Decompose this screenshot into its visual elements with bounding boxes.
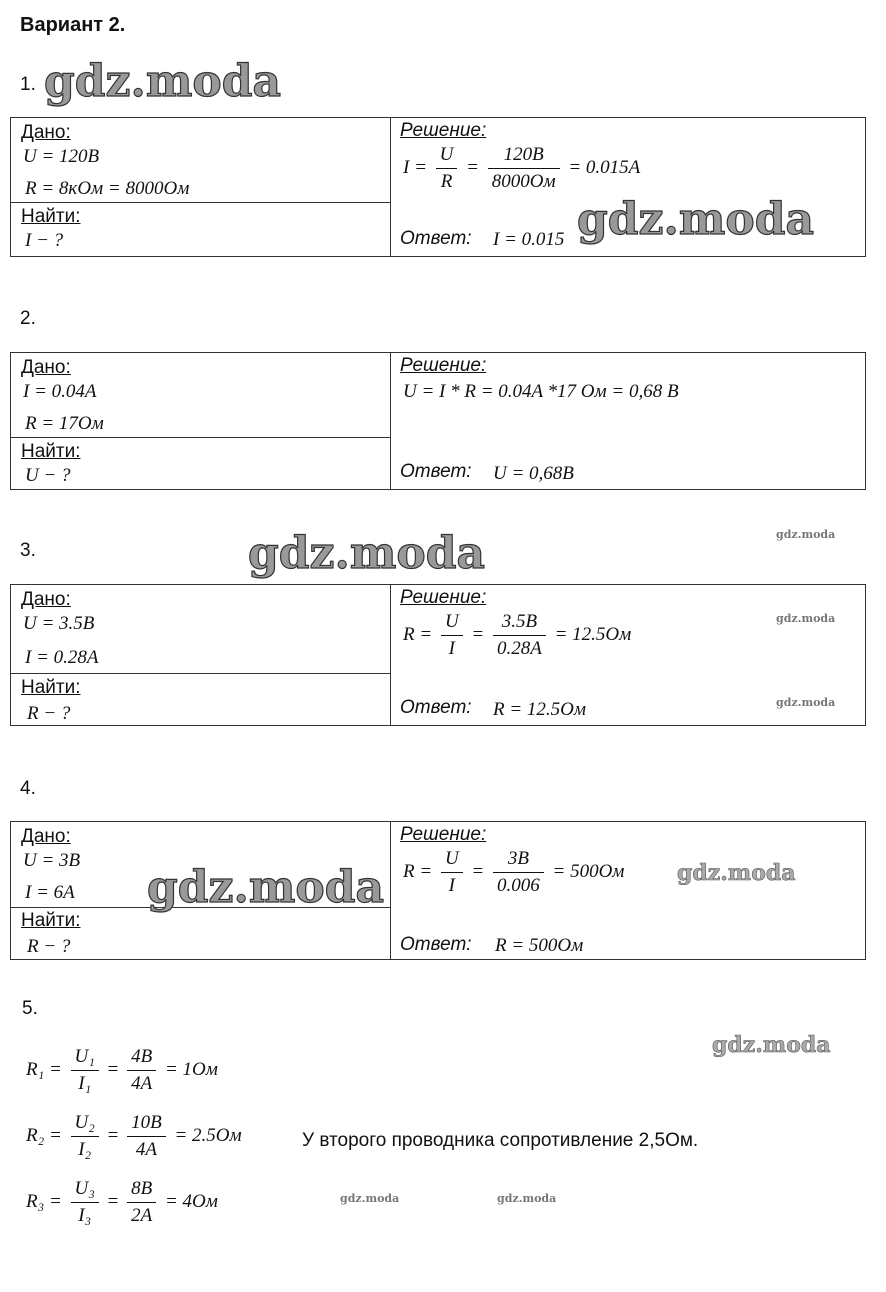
problem-4-box	[10, 821, 866, 960]
find-value: R − ?	[27, 936, 71, 957]
answer-label: Ответ:	[400, 934, 472, 955]
watermark-small: gdz.moda	[776, 528, 836, 541]
problem-2-box	[10, 352, 866, 490]
problem-3-number: 3.	[20, 540, 36, 561]
solution-formula: R = $\frac{U}{I}$ = $\frac{3.5B}{0.28A}$ = 12.5Ом	[403, 611, 632, 659]
formula-r3: R₃ = $\frac{\text{U₃}}{\text{I₃}}$ = $\frac{8B}{2A}$ = 4Ом	[26, 1178, 218, 1226]
solution-label: Решение:	[400, 355, 487, 376]
problem-5-number: 5.	[22, 998, 38, 1019]
given-label: Дано:	[21, 589, 71, 610]
problem-1-number: 1.	[20, 74, 36, 95]
divider	[11, 437, 390, 438]
watermark-logo: gdz.moda	[44, 56, 282, 107]
watermark-logo: gdz.moda	[248, 528, 486, 579]
problem-3-box	[10, 584, 866, 726]
watermark-small: gdz.moda	[497, 1192, 557, 1205]
given-value: R = 8кОм = 8000Ом	[25, 178, 190, 199]
watermark-logo: gdz.moda	[577, 194, 815, 245]
given-label: Дано:	[21, 826, 71, 847]
given-label: Дано:	[21, 357, 71, 378]
answer-value: I = 0.015	[493, 229, 565, 250]
answer-label: Ответ:	[400, 697, 472, 718]
watermark-mid: gdz.moda	[712, 1032, 831, 1058]
conclusion-text: У второго проводника сопротивление 2,5Ом.	[302, 1130, 699, 1151]
formula-r2: R₂ = $\frac{\text{U₂}}{\text{I₂}}$ = $\frac{10B}{4A}$ = 2.5Ом	[26, 1112, 242, 1160]
answer-value: R = 12.5Ом	[493, 699, 587, 720]
answer-label: Ответ:	[400, 461, 472, 482]
given-value: U = 120B	[23, 146, 100, 167]
given-value: I = 0.28A	[25, 647, 99, 668]
page-title: Вариант 2.	[20, 14, 126, 36]
formula-r1: R₁ = $\frac{\text{U₁}}{\text{I₁}}$ = $\frac{4B}{4A}$ = 1Ом	[26, 1046, 218, 1094]
given-value: U = 3B	[23, 850, 81, 871]
solution-formula: U = I * R = 0.04A *17 Ом = 0,68 В	[403, 381, 679, 402]
answer-value: U = 0,68B	[493, 463, 574, 484]
watermark-small: gdz.moda	[340, 1192, 400, 1205]
solution-formula: I = $\frac{U}{R}$ = $\frac{120B}{8000Ом}$ = 0.015A	[403, 144, 641, 192]
problem-4-number: 4.	[20, 778, 36, 799]
given-value: I = 6A	[25, 882, 75, 903]
solution-label: Решение:	[400, 824, 487, 845]
find-value: R − ?	[27, 703, 71, 724]
given-value: U = 3.5B	[23, 613, 95, 634]
divider	[11, 202, 390, 203]
solution-formula: R = $\frac{U}{I}$ = $\frac{3B}{0.006}$ = 500Ом	[403, 848, 625, 896]
problem-1-box	[10, 117, 866, 257]
divider	[11, 673, 390, 674]
watermark-small: gdz.moda	[776, 612, 836, 625]
solution-label: Решение:	[400, 120, 487, 141]
find-label: Найти:	[21, 441, 81, 462]
watermark-small: gdz.moda	[776, 696, 836, 709]
answer-label: Ответ:	[400, 228, 472, 249]
find-value: U − ?	[25, 465, 71, 486]
given-value: R = 17Ом	[25, 413, 104, 434]
solution-label: Решение:	[400, 587, 487, 608]
problem-2-number: 2.	[20, 308, 36, 329]
given-label: Дано:	[21, 122, 71, 143]
find-label: Найти:	[21, 677, 81, 698]
given-value: I = 0.04A	[23, 381, 97, 402]
find-label: Найти:	[21, 910, 81, 931]
watermark-mid: gdz.moda	[677, 860, 796, 886]
answer-value: R = 500Ом	[495, 935, 584, 956]
find-label: Найти:	[21, 206, 81, 227]
watermark-logo: gdz.moda	[147, 862, 385, 913]
find-value: I − ?	[25, 230, 64, 251]
